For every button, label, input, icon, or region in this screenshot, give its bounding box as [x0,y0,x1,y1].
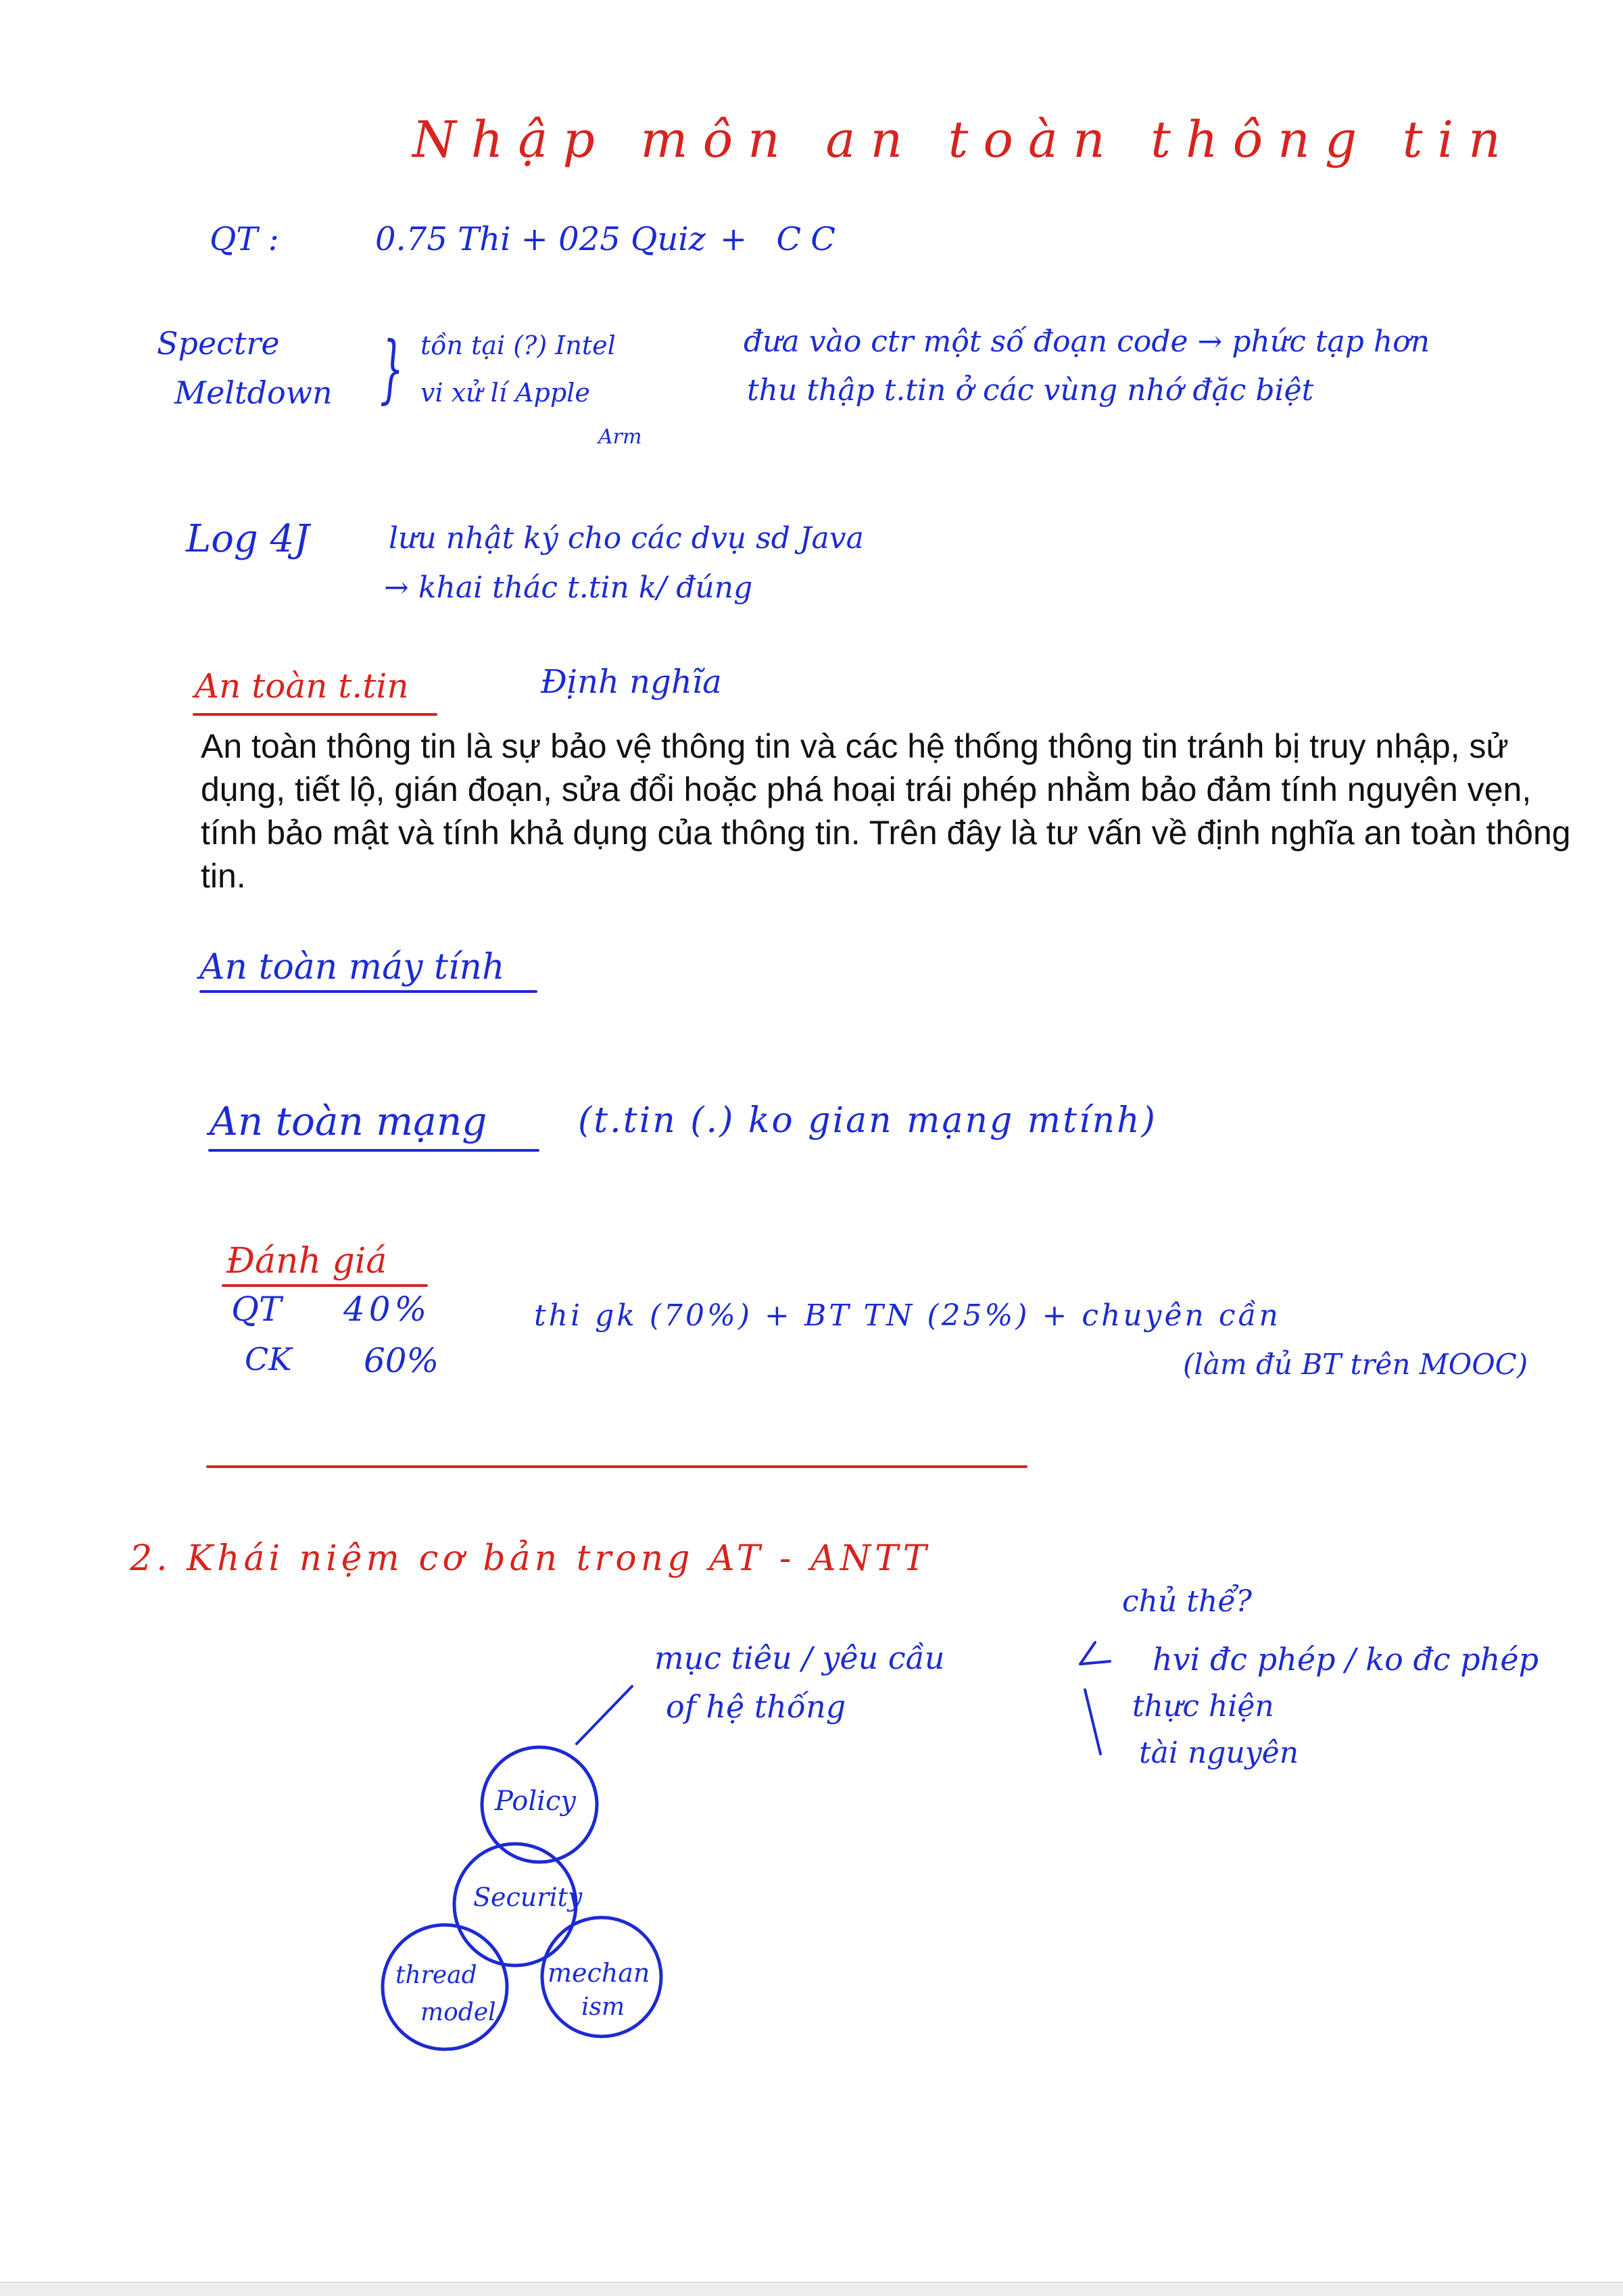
vuln-brace: } [380,325,404,412]
qt-label: QT : [210,220,279,258]
log4j-line1: lưu nhật ký cho các dvụ sd Java [389,521,864,556]
qt-formula: 0.75 Thi + 025 Quiz [375,220,706,258]
infosec-heading: An toàn t.tin [195,666,409,706]
network-security-note: (t.tin (.) ko gian mạng mtính) [578,1100,1157,1141]
venn-policy-label: Policy [495,1786,576,1817]
actions-line1: hvi đc phép / ko đc phép [1153,1641,1539,1678]
vuln-spectre: Spectre [157,325,280,362]
venn-security-label: Security [473,1882,583,1912]
evaluation-heading: Đánh giá [226,1241,387,1281]
security-goal-line2: of hệ thống [666,1688,846,1725]
log4j-name: Log 4J [186,517,310,561]
actions-line2: thực hiện [1132,1689,1274,1724]
evaluation-qt-label: QT [231,1290,282,1329]
venn-threat-label-line1: thread [395,1961,477,1989]
vuln-desc-line1: đưa vào ctr một số đoạn code → phức tạp hơn [744,324,1430,359]
page-title: Nhập môn an toàn thông tin [412,111,1516,169]
network-security-heading: An toàn mạng [210,1098,487,1144]
venn-threat-label-line2: model [420,1999,496,2026]
venn-mech-label-line2: ism [581,1993,625,2021]
evaluation-note: (làm đủ BT trên MOOC) [1183,1348,1528,1381]
page-bottom-edge [0,2282,1623,2296]
actions-line3: tài nguyên [1139,1736,1299,1770]
security-goal-line1: mục tiêu / yêu cầu [654,1640,945,1676]
infosec-definition-text: An toàn thông tin là sự bảo vệ thông tin và các hệ thống thông tin tránh bị truy nhập, sử dụng, tiết lộ, gián đoạn, sửa đổi hoặc phá hoại trái phép nhằm bảo đảm tính nguyên vẹn, tính bảo mật và tính khả dụng của thông tin. Trên đây là tư vấn về định nghĩa an toàn thông tin. [201,727,1571,895]
evaluation-breakdown: thi gk (70%) + BT TN (25%) + chuyên cần [534,1298,1281,1333]
infosec-definition-label: Định nghĩa [541,663,722,701]
vuln-meltdown: Meltdown [174,374,333,411]
computer-security-heading: An toàn máy tính [199,947,505,987]
evaluation-ck-label: CK [245,1341,292,1377]
section2-heading: 2. Khái niệm cơ bản trong AT - ANTT [130,1538,931,1579]
evaluation-ck-value: 60% [364,1341,439,1380]
venn-mech-label-line1: mechan [548,1958,650,1988]
vuln-exists-line3: Arm [598,425,642,449]
log4j-line2: → khai thác t.tin k/ đúng [384,570,753,605]
subject-label: chủ thể? [1122,1584,1252,1619]
vuln-exists-line2: vi xử lí Apple [420,378,590,408]
vuln-desc-line2: thu thập t.tin ở các vùng nhớ đặc biệt [747,373,1314,408]
vuln-exists-line1: tồn tại (?) Intel [420,331,616,360]
qt-extra: + CC [720,220,845,258]
evaluation-qt-value: 40% [343,1290,431,1329]
